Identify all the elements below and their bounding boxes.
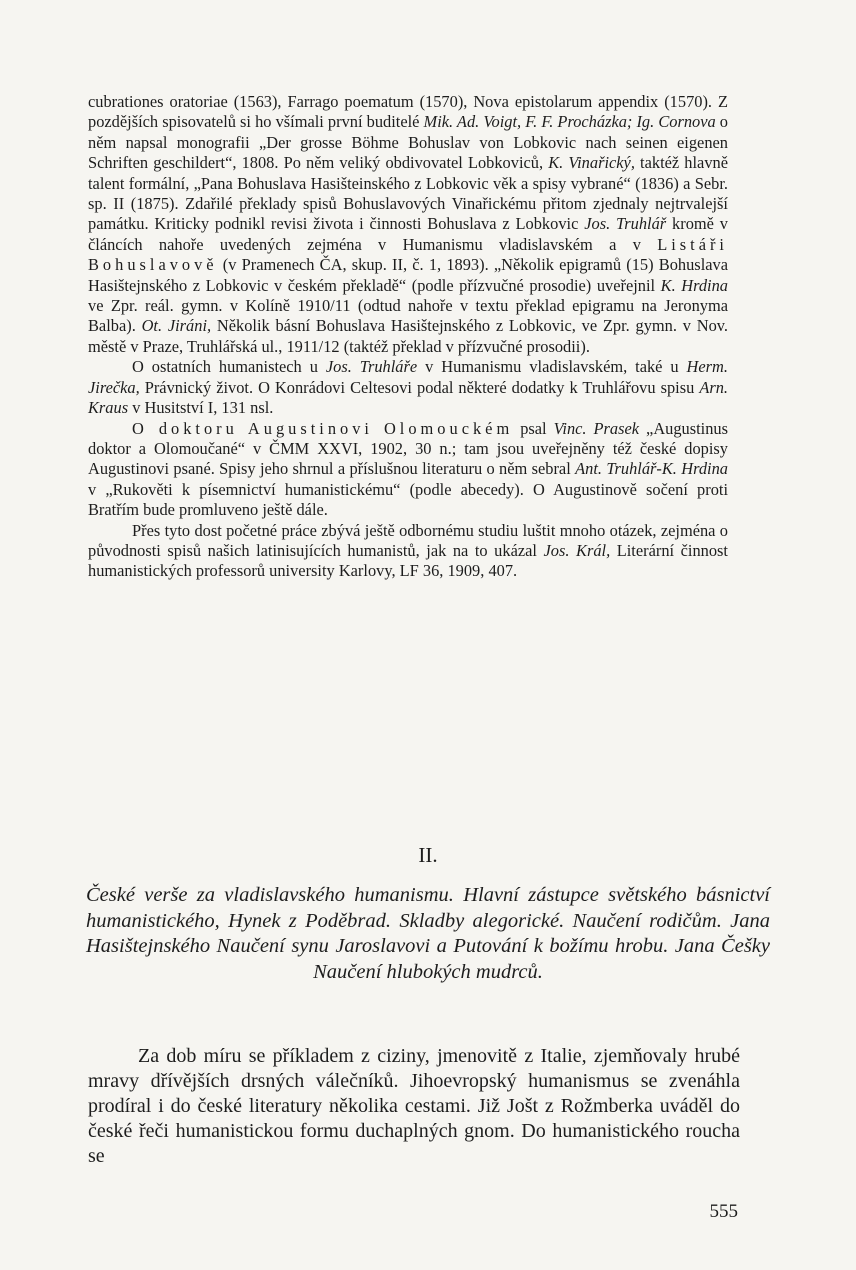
chapter-number: II.: [418, 843, 438, 867]
text-run: v Husitství I, 131 nsl.: [128, 398, 274, 418]
text-run: (v Pramenech ČA, skup. II, č. 1, 1893). „Několik epigramů (15) Bohuslava Hasištejnského z Lobkovic v českém překladě“ (podle přízvučné prosodie) uveřejnil: [88, 255, 728, 295]
author-name: Ot. Jiráni,: [141, 316, 212, 336]
author-name: Herm. Jirečka,: [88, 357, 728, 397]
body-paragraph: Za dob míru se příkladem z ciziny, jmenovitě z Italie, zjemňovaly hrubé mravy dřívějších drsných válečníků. Jihoevropský humanismus se zvenáhla prodíral i do české literatury několika cestami. Již Jošt z Rožmberka uváděl do české řeči humanistickou formu duchaplných gnom. Do humanistického roucha se: [88, 1045, 740, 1167]
author-name: Arn. Kraus: [88, 377, 728, 418]
text-run: Přes tyto dost početné práce zbývá ještě odbornému studiu luštit mnoho otázek, zejména o původnosti spisů našich latinisujících humanistů, jak na to ukázal: [88, 520, 728, 560]
text-run: Literární činnost humanistických professorů university Karlovy, LF 36, 1909, 407.: [88, 540, 728, 581]
author-names: Ant. Truhlář-K. Hrdina: [575, 459, 729, 479]
author-name: K. Hrdina: [660, 275, 728, 295]
text-run: v Humanismu vladislavském, také u: [417, 357, 687, 377]
author-name: Jos. Truhlář: [584, 214, 667, 234]
chapter-subtitle: České verše za vladislavského humanismu. Hlavní zástupce světského básnictví humanistického, Hynek z Poděbrad. Skladby alegorické. Naučení rodičům. Jana Hasištejnského Naučení synu Jaroslavovi a Putování k božímu hrobu. Jana Češky Naučení hlubokých mudrců.: [86, 884, 770, 983]
note-paragraph-2: [88, 357, 728, 418]
note-paragraph-4: [88, 521, 728, 582]
author-name: Vinc. Prasek: [553, 418, 640, 438]
text-run: Právnický život. O Konrádovi Celtesovi podal některé dodatky k Truhlářovu spisu: [139, 377, 700, 397]
note-paragraph-3: [88, 419, 728, 521]
text-run: kromě v článcích nahoře uvedených zejména v Humanismu vladislavském a v: [88, 214, 728, 254]
author-name: K. Vinařický,: [548, 153, 635, 173]
bibliographic-notes: [88, 92, 728, 582]
text-run: „Augustinus doktor a Olomoučané“ v ČMM XXVI, 1902, 30 n.; tam jsou uveřejněny též české dopisy Augustinovi psané. Spisy jeho shrnul a příslušnou literaturu o něm sebral: [88, 418, 728, 479]
text-run: O ostatních humanistech u: [132, 357, 326, 377]
spaced-title: Listáři Bohuslavově: [88, 234, 728, 275]
author-name: Jos. Král,: [543, 540, 611, 560]
text-run: psal: [513, 418, 554, 438]
note-paragraph-1: [88, 92, 728, 357]
text-run: v „Rukověti k písemnictví humanistickému“ (podle abecedy). O Augustinově sočení proti Bratřím bude promluveno ještě dále.: [88, 479, 728, 520]
author-names: Mik. Ad. Voigt, F. F. Procházka; Ig. Cornova: [423, 112, 716, 132]
text-run: taktéž hlavně talent formální, „Pana Bohuslava Hasišteinského z Lobkovic věk a spisy vybrané“ (1836) a Sebr. sp. II (1875). Zdařilé překlady spisů Bohuslavových Vinařickému přitom zjednaly nejtrvalejší památku. Kriticky podnikl revisi života i činnosti Bohuslava z Lobkovic: [88, 153, 728, 234]
text-run: Několik básní Bohuslava Hasištejnského z Lobkovic, ve Zpr. gymn. v Nov. městě v Praze, Truhlářská ul., 1911/12 (taktéž překlad v přízvučné prosodii).: [88, 316, 728, 356]
text-run: ve Zpr. reál. gymn. v Kolíně 1910/11 (odtud nahoře v textu překlad epigramu na Jeronyma Balba).: [88, 296, 728, 336]
text-run: cubrationes oratoriae (1563), Farrago poematum (1570), Nova epistolarum appendix (1570). Z pozdějších spisovatelů si ho všímali první buditelé: [88, 92, 728, 132]
text-run: o něm napsal monografii „Der grosse Böhme Bohuslav von Lobkovic nach seinen eigenen Schriften geschildert“, 1808. Po něm veliký obdivovatel Lobkoviců,: [88, 112, 729, 173]
page-number: 555: [709, 1201, 738, 1222]
spaced-title: O doktoru Augustinovi Olomouckém: [132, 418, 514, 438]
author-name: Jos. Truhláře: [325, 357, 418, 377]
